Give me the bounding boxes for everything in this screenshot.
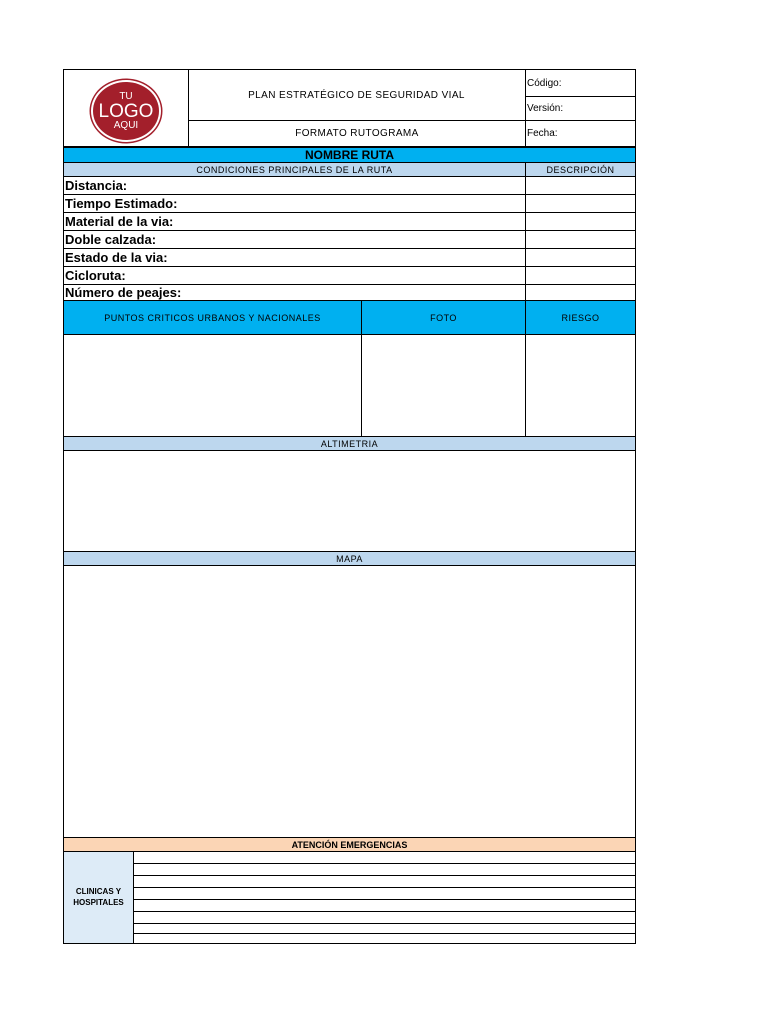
critical-points-cell[interactable] [63, 334, 362, 437]
logo-placeholder [91, 80, 161, 142]
row-cicloruta: Cicloruta: [63, 266, 526, 285]
row-doble-calzada: Doble calzada: [63, 230, 526, 249]
desc-peajes[interactable] [525, 284, 636, 301]
fecha-field[interactable] [525, 120, 636, 147]
row-tiempo: Tiempo Estimado: [63, 194, 526, 213]
clinic-row-8[interactable] [133, 933, 636, 944]
emergencias-header: ATENCIÓN EMERGENCIAS [63, 837, 636, 852]
mapa-area[interactable] [63, 565, 636, 838]
altimetria-area[interactable] [63, 450, 636, 552]
desc-material[interactable] [525, 212, 636, 231]
fecha-label: Fecha: [527, 128, 558, 139]
clinics-label-line1: CLINICAS Y [75, 887, 122, 897]
foto-header: FOTO [361, 300, 526, 335]
plan-title: PLAN ESTRATÉGICO DE SEGURIDAD VIAL [188, 69, 525, 121]
desc-doble-calzada[interactable] [525, 230, 636, 249]
description-header: DESCRIPCIÓN [525, 162, 636, 177]
riesgo-cell[interactable] [525, 334, 636, 437]
desc-cicloruta[interactable] [525, 266, 636, 285]
row-estado: Estado de la via: [63, 248, 526, 267]
mapa-header: MAPA [63, 551, 636, 566]
format-title: FORMATO RUTOGRAMA [188, 120, 526, 147]
logo-text-1: TU [119, 90, 133, 102]
version-field[interactable] [525, 96, 636, 121]
codigo-label: Código: [527, 78, 562, 89]
desc-tiempo[interactable] [525, 194, 636, 213]
clinics-label-line2: HOSPITALES [73, 897, 124, 907]
version-label: Versión: [527, 103, 564, 114]
desc-distancia[interactable] [525, 176, 636, 195]
riesgo-header: RIESGO [525, 300, 636, 335]
clinics-list [133, 851, 636, 944]
row-distancia: Distancia: [63, 176, 526, 195]
row-peajes: Número de peajes: [63, 284, 526, 301]
foto-cell[interactable] [361, 334, 526, 437]
altimetria-header: ALTIMETRIA [63, 436, 636, 451]
logo-text-2: LOGO [98, 100, 154, 122]
conditions-table [63, 176, 636, 300]
desc-estado[interactable] [525, 248, 636, 267]
conditions-header: CONDICIONES PRINCIPALES DE LA RUTA [63, 162, 526, 177]
critical-points-header: PUNTOS CRITICOS URBANOS Y NACIONALES [63, 300, 362, 335]
codigo-field[interactable] [525, 69, 636, 97]
route-name-header[interactable]: NOMBRE RUTA [63, 147, 636, 163]
clinics-label [63, 851, 134, 944]
logo-text-3: AQUI [113, 119, 139, 131]
row-material: Material de la via: [63, 212, 526, 231]
